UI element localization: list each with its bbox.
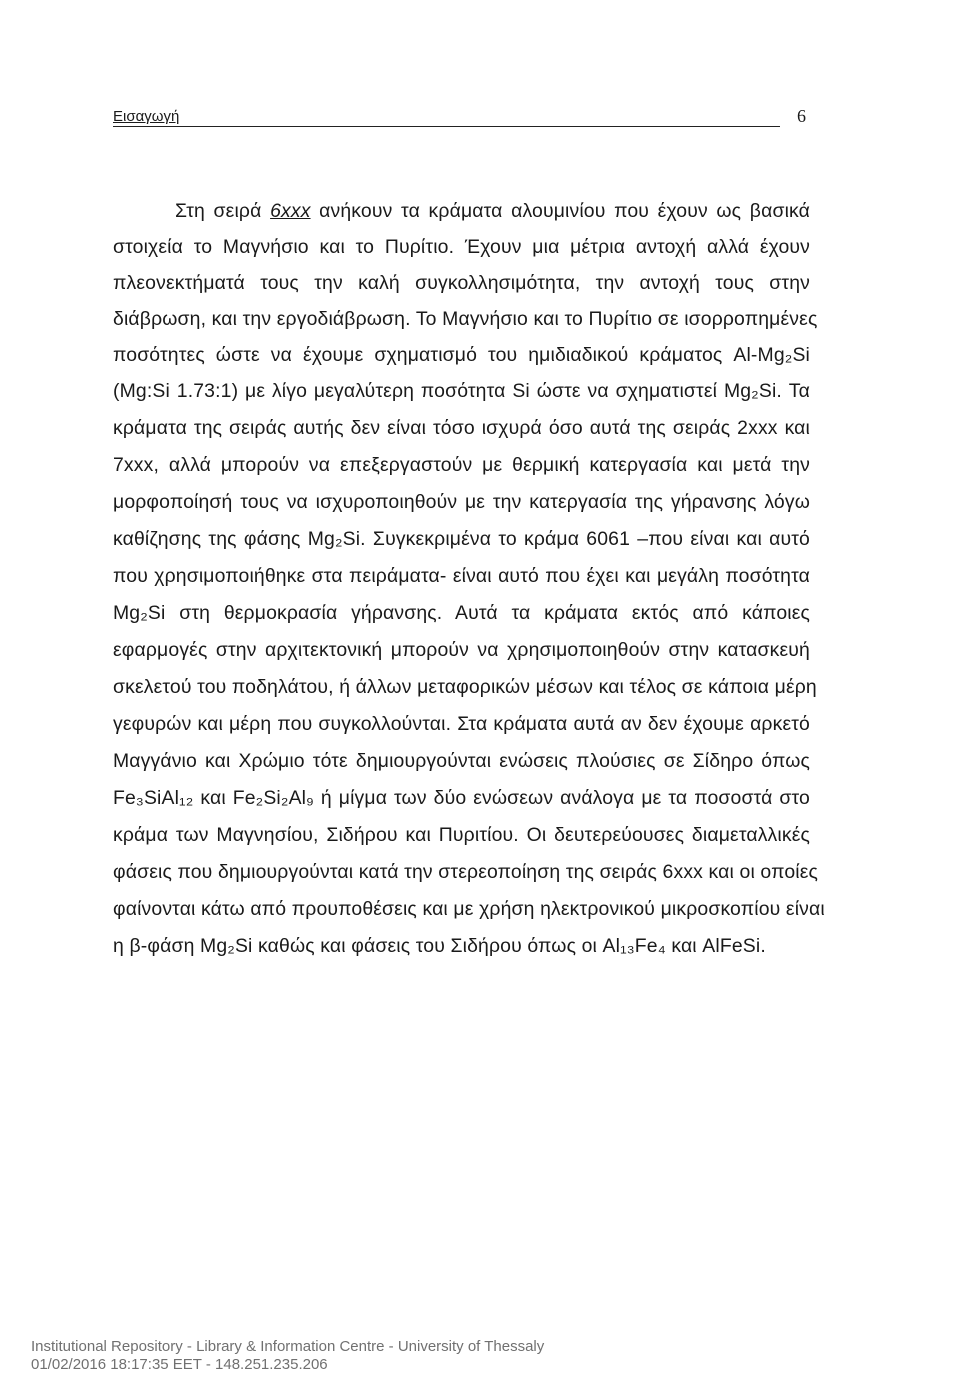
paragraph-line: Mg₂Si στη θερμοκρασία γήρανσης. Αυτά τα κράματα εκτός από κάποιες: [113, 602, 810, 624]
line-text-pre: Στη σειρά: [175, 200, 271, 222]
paragraph-line: Fe₃SiAl₁₂ και Fe₂Si₂Al₉ ή μίγμα των δύο ενώσεων ανάλογα με τα ποσοστά στο: [113, 787, 810, 809]
paragraph-line: φάσεις που δημιουργούνται κατά την στερεοποίηση της σειράς 6xxx και οι οποίες: [113, 861, 819, 883]
paragraph-line: στοιχεία το Μαγνήσιο και το Πυρίτιο. Έχουν μια μέτρια αντοχή αλλά έχουν: [113, 236, 810, 258]
access-stamp: 01/02/2016 18:17:35 EET - 148.251.235.206: [31, 1356, 328, 1373]
series-6xxx-emphasis: 6xxx: [270, 200, 311, 222]
paragraph-line: [175, 200, 810, 222]
paragraph-line: φαίνονται κάτω από προυποθέσεις και με χρήση ηλεκτρονικού μικροσκοπίου είναι: [113, 898, 825, 920]
paragraph-line: εφαρμογές στην αρχιτεκτονική μπορούν να χρησιμοποιηθούν στην κατασκευή: [113, 639, 810, 661]
paragraph-line: πλεονεκτήματά τους την καλή συγκολλησιμότητα, την αντοχή τους στην: [113, 272, 810, 294]
paragraph-line: κράμα των Μαγνησίου, Σιδήρου και Πυριτίου. Οι δευτερεύουσες διαμεταλλικές: [113, 824, 810, 846]
paragraph-line: που χρησιμοποιήθηκε στα πειράματα- είναι αυτό που έχει και μεγάλη ποσότητα: [113, 565, 810, 587]
section-title: Εισαγωγή: [113, 108, 180, 125]
paragraph-line: 7xxx, αλλά μπορούν να επεξεργαστούν με θερμική κατεργασία και μετά την: [113, 454, 810, 476]
header-rule: [113, 126, 780, 127]
repository-notice: Institutional Repository - Library & Information Centre - University of Thessaly: [31, 1338, 545, 1355]
paragraph-line: (Mg:Si 1.73:1) με λίγο μεγαλύτερη ποσότητα Si ώστε να σχηματιστεί Mg₂Si. Τα: [113, 380, 810, 402]
line-text-post: ανήκουν τα κράματα αλουμινίου που έχουν ως βασικά: [310, 200, 810, 222]
paragraph-line: σκελετού του ποδηλάτου, ή άλλων μεταφορικών μέσων και τέλος σε κάποια μέρη: [113, 676, 817, 698]
paragraph-line: κράματα της σειράς αυτής δεν είναι τόσο ισχυρά όσο αυτά της σειράς 2xxx και: [113, 417, 810, 439]
page-number: 6: [797, 106, 806, 126]
paragraph-line: διάβρωση, και την εργοδιάβρωση. Το Μαγνήσιο και το Πυρίτιο σε ισορροπημένες: [113, 308, 818, 330]
paragraph-line: η β-φάση Mg₂Si καθώς και φάσεις του Σιδήρου όπως οι Al₁₃Fe₄ και AlFeSi.: [113, 935, 766, 957]
paragraph-line: ποσότητες ώστε να έχουμε σχηματισμό του ημιδιαδικού κράματος Al-Mg₂Si: [113, 344, 810, 366]
paragraph-line: Μαγγάνιο και Χρώμιο τότε δημιουργούνται ενώσεις πλούσιες σε Σίδηρο όπως: [113, 750, 810, 772]
paragraph-line: γεφυρών και μέρη που συγκολλούνται. Στα κράματα αυτά αν δεν έχουμε αρκετό: [113, 713, 810, 735]
paragraph-line: καθίζησης της φάσης Mg₂Si. Συγκεκριμένα το κράμα 6061 –που είναι και αυτό: [113, 528, 810, 550]
paragraph-line: μορφοποίησή τους να ισχυροποιηθούν με την κατεργασία της γήρανσης λόγω: [113, 491, 810, 513]
